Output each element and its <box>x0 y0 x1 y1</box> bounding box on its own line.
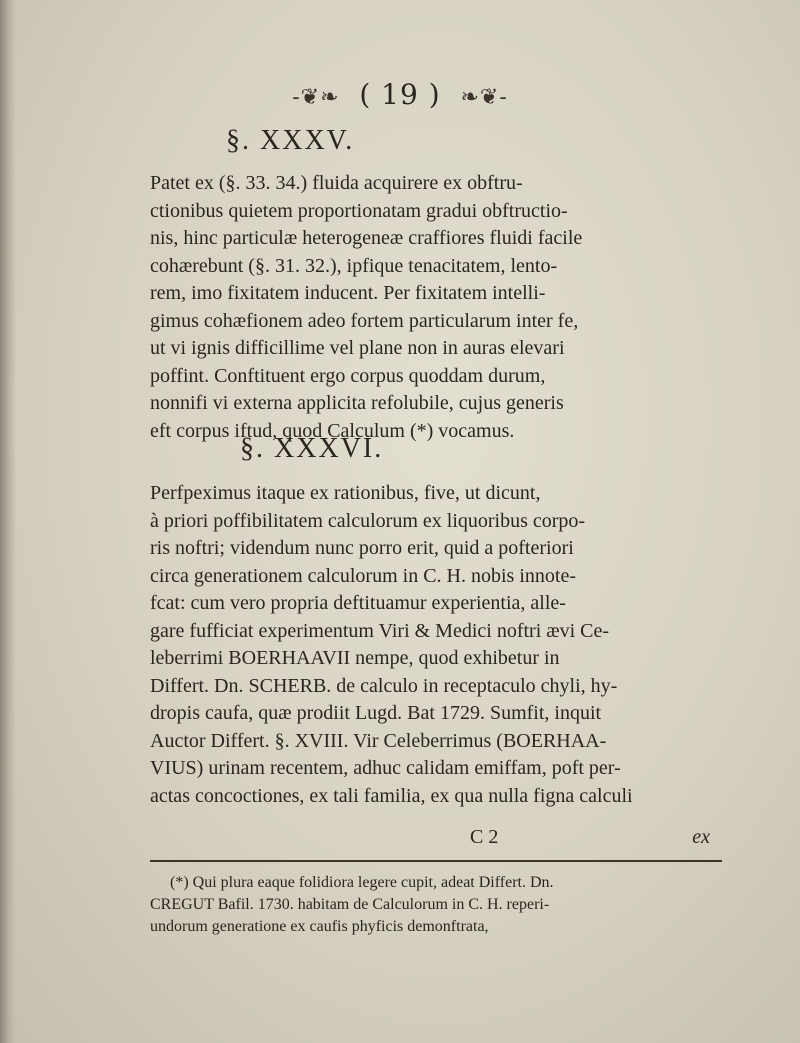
text-line: ut vi ignis difficillime vel plane non in auras elevari <box>150 337 565 359</box>
section-xxxvi-body <box>150 480 710 810</box>
section-heading-xxxv: §. XXXV. <box>226 125 355 156</box>
signature-mark: C 2 <box>470 826 499 848</box>
text-line: cohærebunt (§. 31. 32.), ipfique tenacitatem, lento- <box>150 254 558 277</box>
text-line: fcat: cum vero propria deftituamur experientia, alle- <box>150 592 566 614</box>
page-number: ( 19 ) <box>359 78 441 111</box>
text-line: VIUS) urinam recentem, adhuc calidam emiffam, poft per- <box>150 757 621 779</box>
footnote-line: (*) Qui plura eaque folidiora legere cupit, adeat Differt. Dn. <box>170 874 554 891</box>
text-line: rem, imo fixitatem inducent. Per fixitatem intelli- <box>150 282 546 304</box>
text-line: gimus cohæfionem adeo fortem particularum inter fe, <box>150 309 579 332</box>
catchword: ex <box>692 826 710 848</box>
text-line: nis, hinc particulæ heterogeneæ craffiores fluidi facile <box>150 227 583 249</box>
text-line: circa generationem calculorum in C. H. nobis innote- <box>150 564 576 587</box>
footnote <box>150 872 710 938</box>
text-line: gare fufficiat experimentum Viri & Medici noftri ævi Ce- <box>150 619 610 642</box>
text-line: dropis caufa, quæ prodiit Lugd. Bat 1729. Sumfit, inquit <box>150 702 602 724</box>
footnote-rule <box>150 860 722 862</box>
text-line: à priori poffibilitatem calculorum ex liquoribus corpo- <box>150 509 586 532</box>
text-line: Perfpeximus itaque ex rationibus, five, ut dicunt, <box>150 482 541 504</box>
section-heading-xxxvi: §. XXXVI. <box>240 433 384 464</box>
header-ornament-left: -❦❧ <box>292 85 340 110</box>
text-line: actas concoctiones, ex tali familia, ex qua nulla figna calculi <box>150 784 633 807</box>
text-line: Differt. Dn. SCHERB. de calculo in receptaculo chyli, hy- <box>150 674 618 697</box>
text-line: ctionibus quietem proportionatam gradui obftructio- <box>150 199 568 222</box>
footnote-line: CREGUT Bafil. 1730. habitam de Calculorum in C. H. reperi- <box>150 896 550 913</box>
text-line: ris noftri; videndum nunc porro erit, quid a pofteriori <box>150 537 574 559</box>
text-line: Patet ex (§. 33. 34.) fluida acquirere ex obftru- <box>150 172 523 194</box>
footnote-line: undorum generatione ex caufis phyficis demonftrata, <box>150 918 489 935</box>
text-line: Auctor Differt. §. XVIII. Vir Celeberrimus (BOERHAA- <box>150 729 607 752</box>
header-ornament-right: ❧❦- <box>460 85 508 110</box>
text-line: nonnifi vi externa applicita refolubile, cujus generis <box>150 392 564 414</box>
text-line: eft corpus iftud, quod Calculum (*) vocamus. <box>150 419 515 442</box>
text-line: poffint. Conftituent ergo corpus quoddam durum, <box>150 364 546 387</box>
page-header <box>0 78 800 111</box>
section-xxxv-body <box>150 170 710 445</box>
text-line: leberrimi BOERHAAVII nempe, quod exhibetur in <box>150 647 560 669</box>
